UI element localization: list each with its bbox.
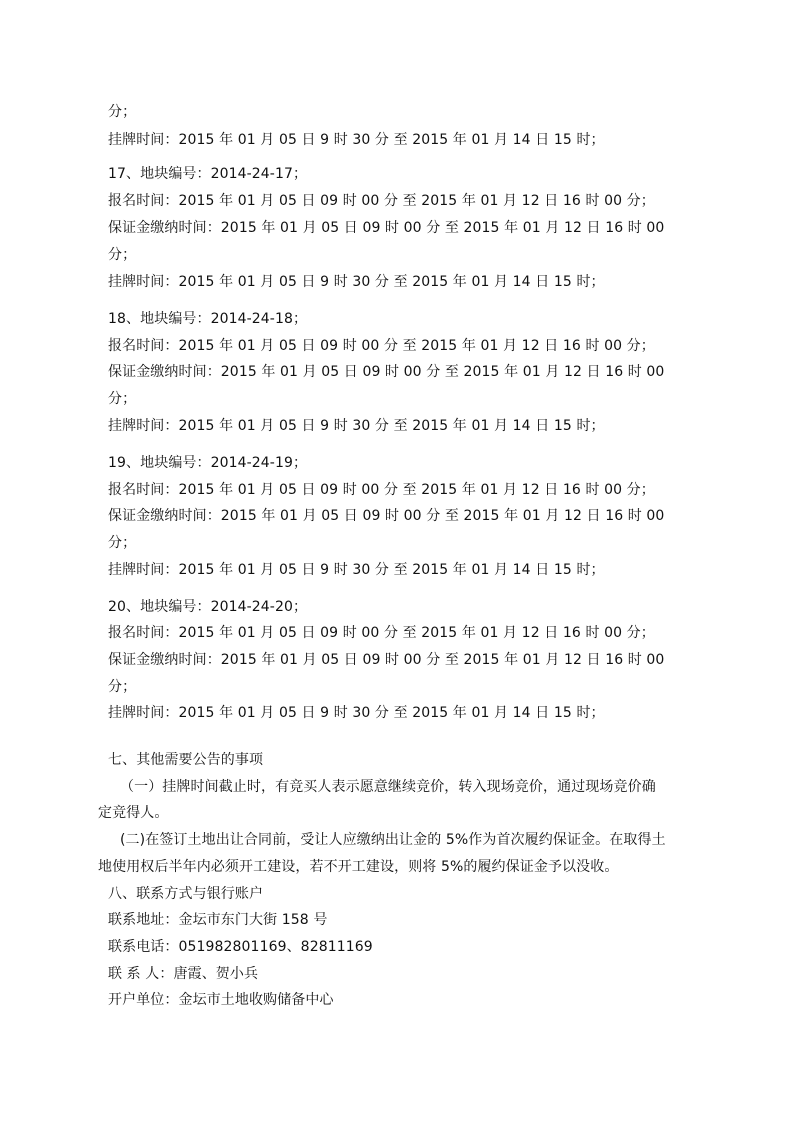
text-line-continuation: 分； xyxy=(108,247,137,263)
contact-address: 联系地址：金坛市东门大街 158 号 xyxy=(108,912,328,928)
text-line-deposit-time: 保证金缴纳时间：2015 年 01 月 05 日 09 时 00 分 至 2015 年 01 月 12 日 16 时 00 xyxy=(108,652,665,668)
paragraph-item-1-line-1: （一）挂牌时间截止时，有竞买人表示愿意继续竞价，转入现场竞价，通过现场竞价确 xyxy=(120,779,656,795)
text-line-registration-time: 报名时间：2015 年 01 月 05 日 09 时 00 分 至 2015 年 01 月 12 日 16 时 00 分； xyxy=(108,625,655,641)
text-line-listing-time: 挂牌时间：2015 年 01 月 05 日 9 时 30 分 至 2015 年 01 月 14 日 15 时； xyxy=(108,132,605,148)
contact-phone: 联系电话：051982801169、82811169 xyxy=(108,939,373,955)
text-line-parcel-20: 20、地块编号：2014-24-20； xyxy=(108,599,308,615)
contact-person: 联 系 人：唐霞、贺小兵 xyxy=(108,966,259,982)
text-line-continuation: 分； xyxy=(108,104,137,120)
paragraph-item-2-line-2: 地使用权后半年内必须开工建设，若不开工建设，则将 5%的履约保证金予以没收。 xyxy=(98,859,619,875)
text-line-listing-time: 挂牌时间：2015 年 01 月 05 日 9 时 30 分 至 2015 年 01 月 14 日 15 时； xyxy=(108,562,605,578)
section-heading-contact: 八、联系方式与银行账户 xyxy=(108,886,264,902)
paragraph-item-1-line-2: 定竞得人。 xyxy=(98,805,169,821)
text-line-continuation: 分； xyxy=(108,391,137,407)
text-line-deposit-time: 保证金缴纳时间：2015 年 01 月 05 日 09 时 00 分 至 2015 年 01 月 12 日 16 时 00 xyxy=(108,508,665,524)
text-line-parcel-19: 19、地块编号：2014-24-19； xyxy=(108,455,308,471)
text-line-parcel-18: 18、地块编号：2014-24-18； xyxy=(108,311,308,327)
account-unit: 开户单位：金坛市土地收购储备中心 xyxy=(108,992,334,1008)
section-heading-other-matters: 七、其他需要公告的事项 xyxy=(108,752,264,768)
text-line-deposit-time: 保证金缴纳时间：2015 年 01 月 05 日 09 时 00 分 至 2015 年 01 月 12 日 16 时 00 xyxy=(108,364,665,380)
text-line-registration-time: 报名时间：2015 年 01 月 05 日 09 时 00 分 至 2015 年 01 月 12 日 16 时 00 分； xyxy=(108,338,655,354)
text-line-continuation: 分； xyxy=(108,535,137,551)
text-line-listing-time: 挂牌时间：2015 年 01 月 05 日 9 时 30 分 至 2015 年 01 月 14 日 15 时； xyxy=(108,418,605,434)
text-line-continuation: 分； xyxy=(108,679,137,695)
text-line-registration-time: 报名时间：2015 年 01 月 05 日 09 时 00 分 至 2015 年 01 月 12 日 16 时 00 分； xyxy=(108,482,655,498)
paragraph-item-2-line-1: (二)在签订土地出让合同前，受让人应缴纳出让金的 5%作为首次履约保证金。在取得土 xyxy=(120,832,666,848)
text-line-deposit-time: 保证金缴纳时间：2015 年 01 月 05 日 09 时 00 分 至 2015 年 01 月 12 日 16 时 00 xyxy=(108,220,665,236)
text-line-listing-time: 挂牌时间：2015 年 01 月 05 日 9 时 30 分 至 2015 年 01 月 14 日 15 时； xyxy=(108,705,605,721)
text-line-parcel-17: 17、地块编号：2014-24-17； xyxy=(108,166,308,182)
text-line-listing-time: 挂牌时间：2015 年 01 月 05 日 9 时 30 分 至 2015 年 01 月 14 日 15 时； xyxy=(108,274,605,290)
text-line-registration-time: 报名时间：2015 年 01 月 05 日 09 时 00 分 至 2015 年 01 月 12 日 16 时 00 分； xyxy=(108,193,655,209)
